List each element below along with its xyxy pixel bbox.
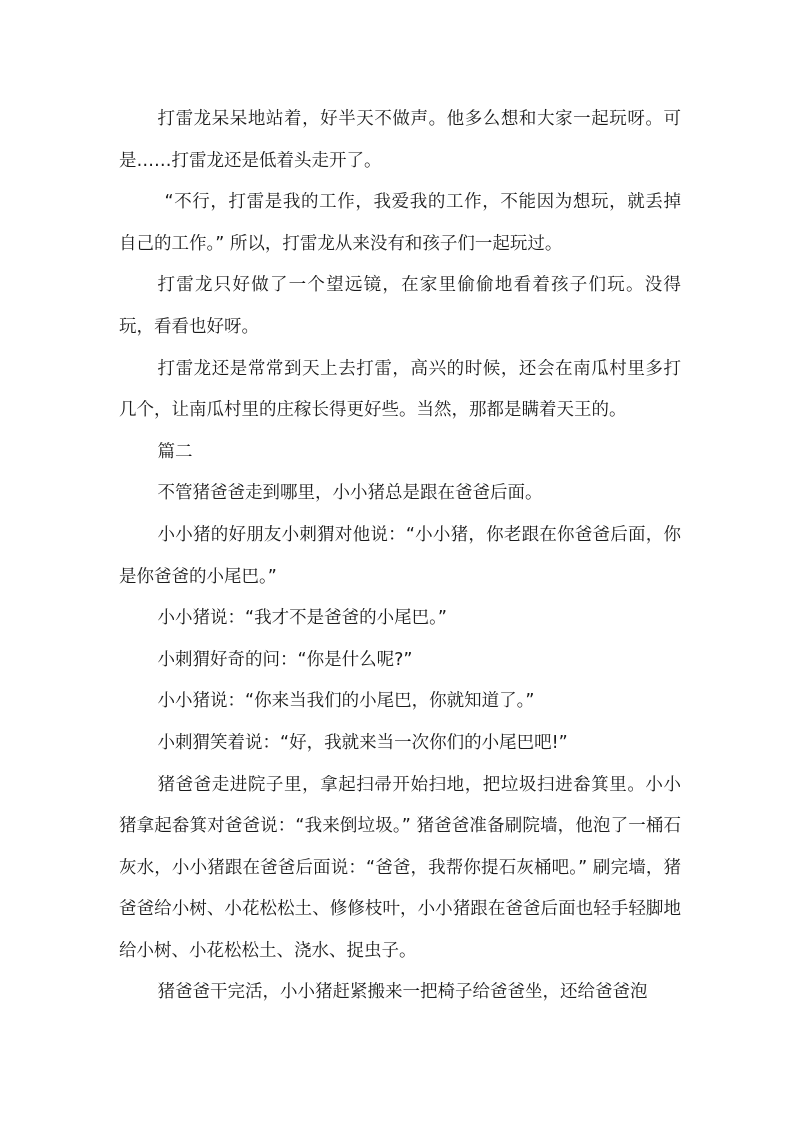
paragraph-4: 打雷龙还是常常到天上去打雷，高兴的时候，还会在南瓜村里多打几个，让南瓜村里的庄稼长得更好些。当然，那都是瞒着天王的。 bbox=[119, 358, 681, 421]
document-body bbox=[119, 99, 681, 1014]
paragraph-3: 打雷龙只好做了一个望远镜，在家里偷偷地看着孩子们玩。没得玩，看看也好呀。 bbox=[119, 275, 681, 337]
paragraph-11: 猪爸爸走进院子里，拿起扫帚开始扫地，把垃圾扫进畚箕里。小小猪拿起畚箕对爸爸说：“我来倒垃圾。” 猪爸爸准备刷院墙，他泡了一桶石灰水，小小猪跟在爸爸后面说：“爸爸，我帮你提石灰桶吧。” 刷完墙，猪爸爸给小树、小花松松土、修修枝叶，小小猪跟在爸爸后面也轻手轻脚地给小树、小花松松土、浇水、捉虫子。 bbox=[119, 774, 681, 961]
paragraph-2: “不行，打雷是我的工作，我爱我的工作，不能因为想玩，就丢掉自己的工作。” 所以，打雷龙从来没有和孩子们一起玩过。 bbox=[119, 192, 681, 254]
paragraph-7: 小小猪说：“我才不是爸爸的小尾巴。” bbox=[157, 608, 447, 629]
paragraph-6: 小小猪的好朋友小刺猬对他说：“小小猪，你老跟在你爸爸后面，你是你爸爸的小尾巴。” bbox=[119, 524, 681, 587]
paragraph-10: 小刺猬笑着说：“好，我就来当一次你们的小尾巴吧!” bbox=[157, 732, 568, 753]
paragraph-9: 小小猪说：“你来当我们的小尾巴，你就知道了。” bbox=[157, 691, 535, 712]
paragraph-12: 猪爸爸干完活，小小猪赶紧搬来一把椅子给爸爸坐，还给爸爸泡 bbox=[157, 982, 648, 1003]
section-heading: 篇二 bbox=[157, 441, 193, 462]
paragraph-8: 小刺猬好奇的问：“你是什么呢?” bbox=[157, 649, 413, 670]
paragraph-1: 打雷龙呆呆地站着，好半天不做声。他多么想和大家一起玩呀。可是……打雷龙还是低着头走开了。 bbox=[119, 109, 681, 171]
paragraph-5: 不管猪爸爸走到哪里，小小猪总是跟在爸爸后面。 bbox=[157, 483, 543, 504]
